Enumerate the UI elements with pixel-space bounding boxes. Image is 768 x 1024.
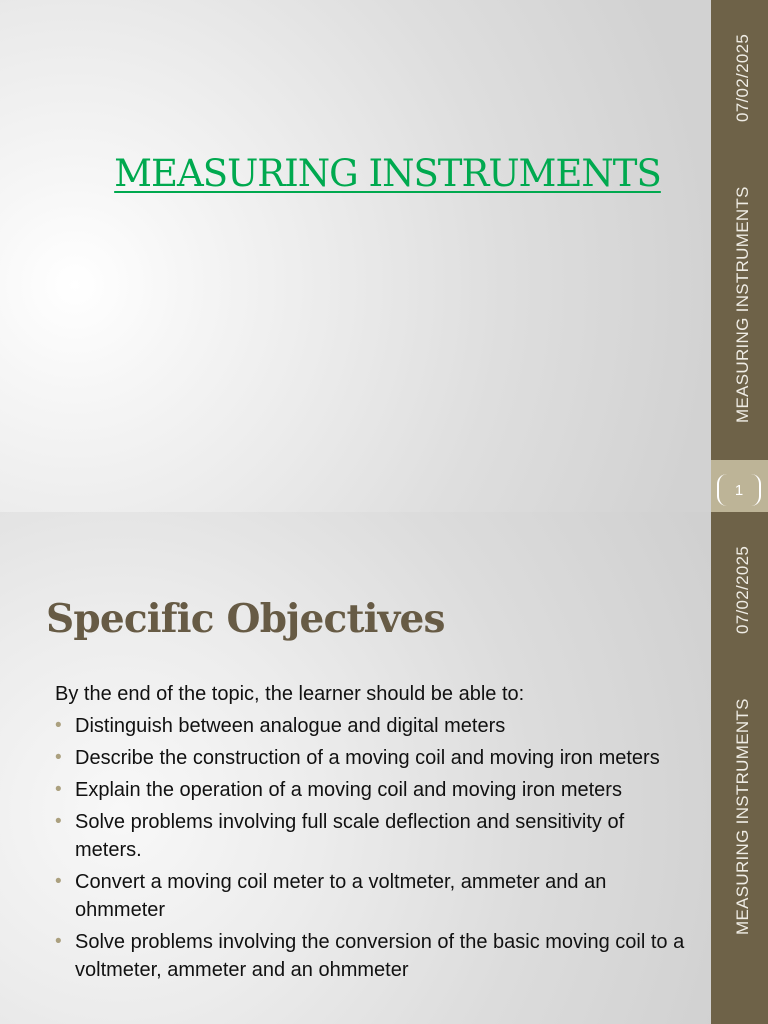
bullet-icon: • bbox=[55, 715, 62, 736]
list-item bbox=[55, 744, 695, 772]
objectives-list bbox=[55, 712, 695, 984]
slide-title: MEASURING INSTRUMENTS bbox=[114, 152, 661, 195]
objective-text: Distinguish between analogue and digital meters bbox=[75, 715, 506, 737]
list-item bbox=[55, 712, 695, 740]
page-number: 1 bbox=[717, 474, 761, 506]
objectives-intro: By the end of the topic, the learner should be able to: bbox=[55, 683, 525, 705]
slide-heading: Specific Objectives bbox=[46, 596, 445, 642]
bullet-icon: • bbox=[55, 931, 62, 952]
bullet-icon: • bbox=[55, 747, 62, 768]
list-item bbox=[55, 868, 695, 924]
sidebar-date: 07/02/2025 bbox=[733, 545, 752, 634]
bullet-icon: • bbox=[55, 811, 62, 832]
objective-text: Describe the construction of a moving coil and moving iron meters bbox=[75, 747, 660, 769]
slide-content bbox=[0, 0, 711, 512]
objective-text: Solve problems involving full scale deflection and sensitivity of meters. bbox=[75, 811, 625, 861]
list-item bbox=[55, 928, 695, 984]
bullet-icon: • bbox=[55, 871, 62, 892]
sidebar-topic: MEASURING INSTRUMENTS bbox=[733, 186, 752, 423]
bullet-icon: • bbox=[55, 779, 62, 800]
list-item bbox=[55, 776, 695, 804]
sidebar-date: 07/02/2025 bbox=[733, 33, 752, 122]
objective-text: Convert a moving coil meter to a voltmeter, ammeter and an ohmmeter bbox=[75, 871, 607, 921]
objective-text: Solve problems involving the conversion of the basic moving coil to a voltmeter, ammeter and an ohmmeter bbox=[75, 931, 685, 981]
list-item bbox=[55, 808, 695, 864]
slide-2 bbox=[0, 512, 768, 1024]
sidebar-topic: MEASURING INSTRUMENTS bbox=[733, 698, 752, 935]
objectives-body bbox=[55, 680, 695, 988]
objective-text: Explain the operation of a moving coil and moving iron meters bbox=[75, 779, 622, 801]
